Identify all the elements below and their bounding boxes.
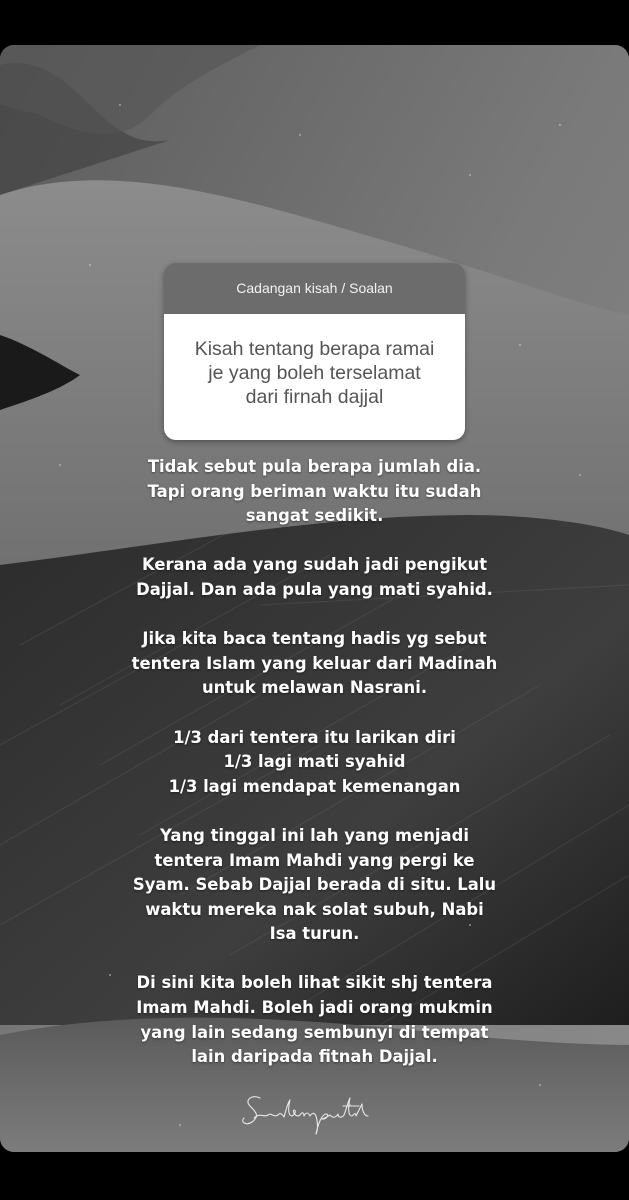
question-line: Kisah tentang berapa ramai (194, 338, 435, 360)
answer-line: tentera Imam Mahdi yang pergi ke (154, 850, 475, 870)
signature-handwriting (238, 1088, 398, 1138)
answer-line: waktu mereka nak solat subuh, Nabi (145, 899, 484, 919)
question-sticker (164, 263, 465, 440)
answer-line: Syam. Sebab Dajjal berada di situ. Lalu (132, 875, 497, 895)
answer-line: Di sini kita boleh lihat sikit shj tentera (136, 973, 493, 993)
question-line: je yang boleh terselamat (208, 362, 421, 384)
answer-paragraph (40, 726, 589, 800)
answer-line: Isa turun. (269, 924, 360, 944)
question-sticker-text (164, 314, 465, 440)
answer-paragraph (40, 455, 589, 529)
answer-paragraph (40, 971, 589, 1069)
answer-line: 1/3 dari tentera itu larikan diri (173, 727, 456, 747)
answer-line: Tapi orang beriman waktu itu sudah (147, 481, 482, 501)
answer-paragraph (40, 553, 589, 602)
question-sticker-header: Cadangan kisah / Soalan (164, 263, 465, 314)
answer-line: Tidak sebut pula berapa jumlah dia. (147, 457, 482, 476)
answer-line: Jika kita baca tentang hadis yg sebut (142, 629, 487, 649)
answer-line: untuk melawan Nasrani. (201, 678, 428, 698)
answer-line: sangat sedikit. (245, 506, 384, 526)
question-line: dari firnah dajjal (245, 386, 384, 408)
answer-line: tentera Islam yang keluar dari Madinah (131, 653, 498, 673)
answer-line: Dajjal. Dan ada pula yang mati syahid. (136, 579, 493, 599)
answer-line: Imam Mahdi. Boleh jadi orang mukmin (136, 998, 493, 1018)
answer-line: lain daripada fitnah Dajjal. (191, 1047, 438, 1067)
answer-line: 1/3 lagi mendapat kemenangan (168, 776, 461, 796)
answer-line: yang lain sedang sembunyi di tempat (140, 1022, 489, 1042)
answer-line: 1/3 lagi mati syahid (223, 752, 406, 772)
answer-text (40, 455, 589, 1070)
answer-paragraph (40, 627, 589, 701)
answer-paragraph (40, 824, 589, 947)
answer-line: Kerana ada yang sudah jadi pengikut (141, 555, 488, 575)
answer-line: Yang tinggal ini lah yang menjadi (160, 825, 469, 845)
story-frame (0, 45, 629, 1152)
